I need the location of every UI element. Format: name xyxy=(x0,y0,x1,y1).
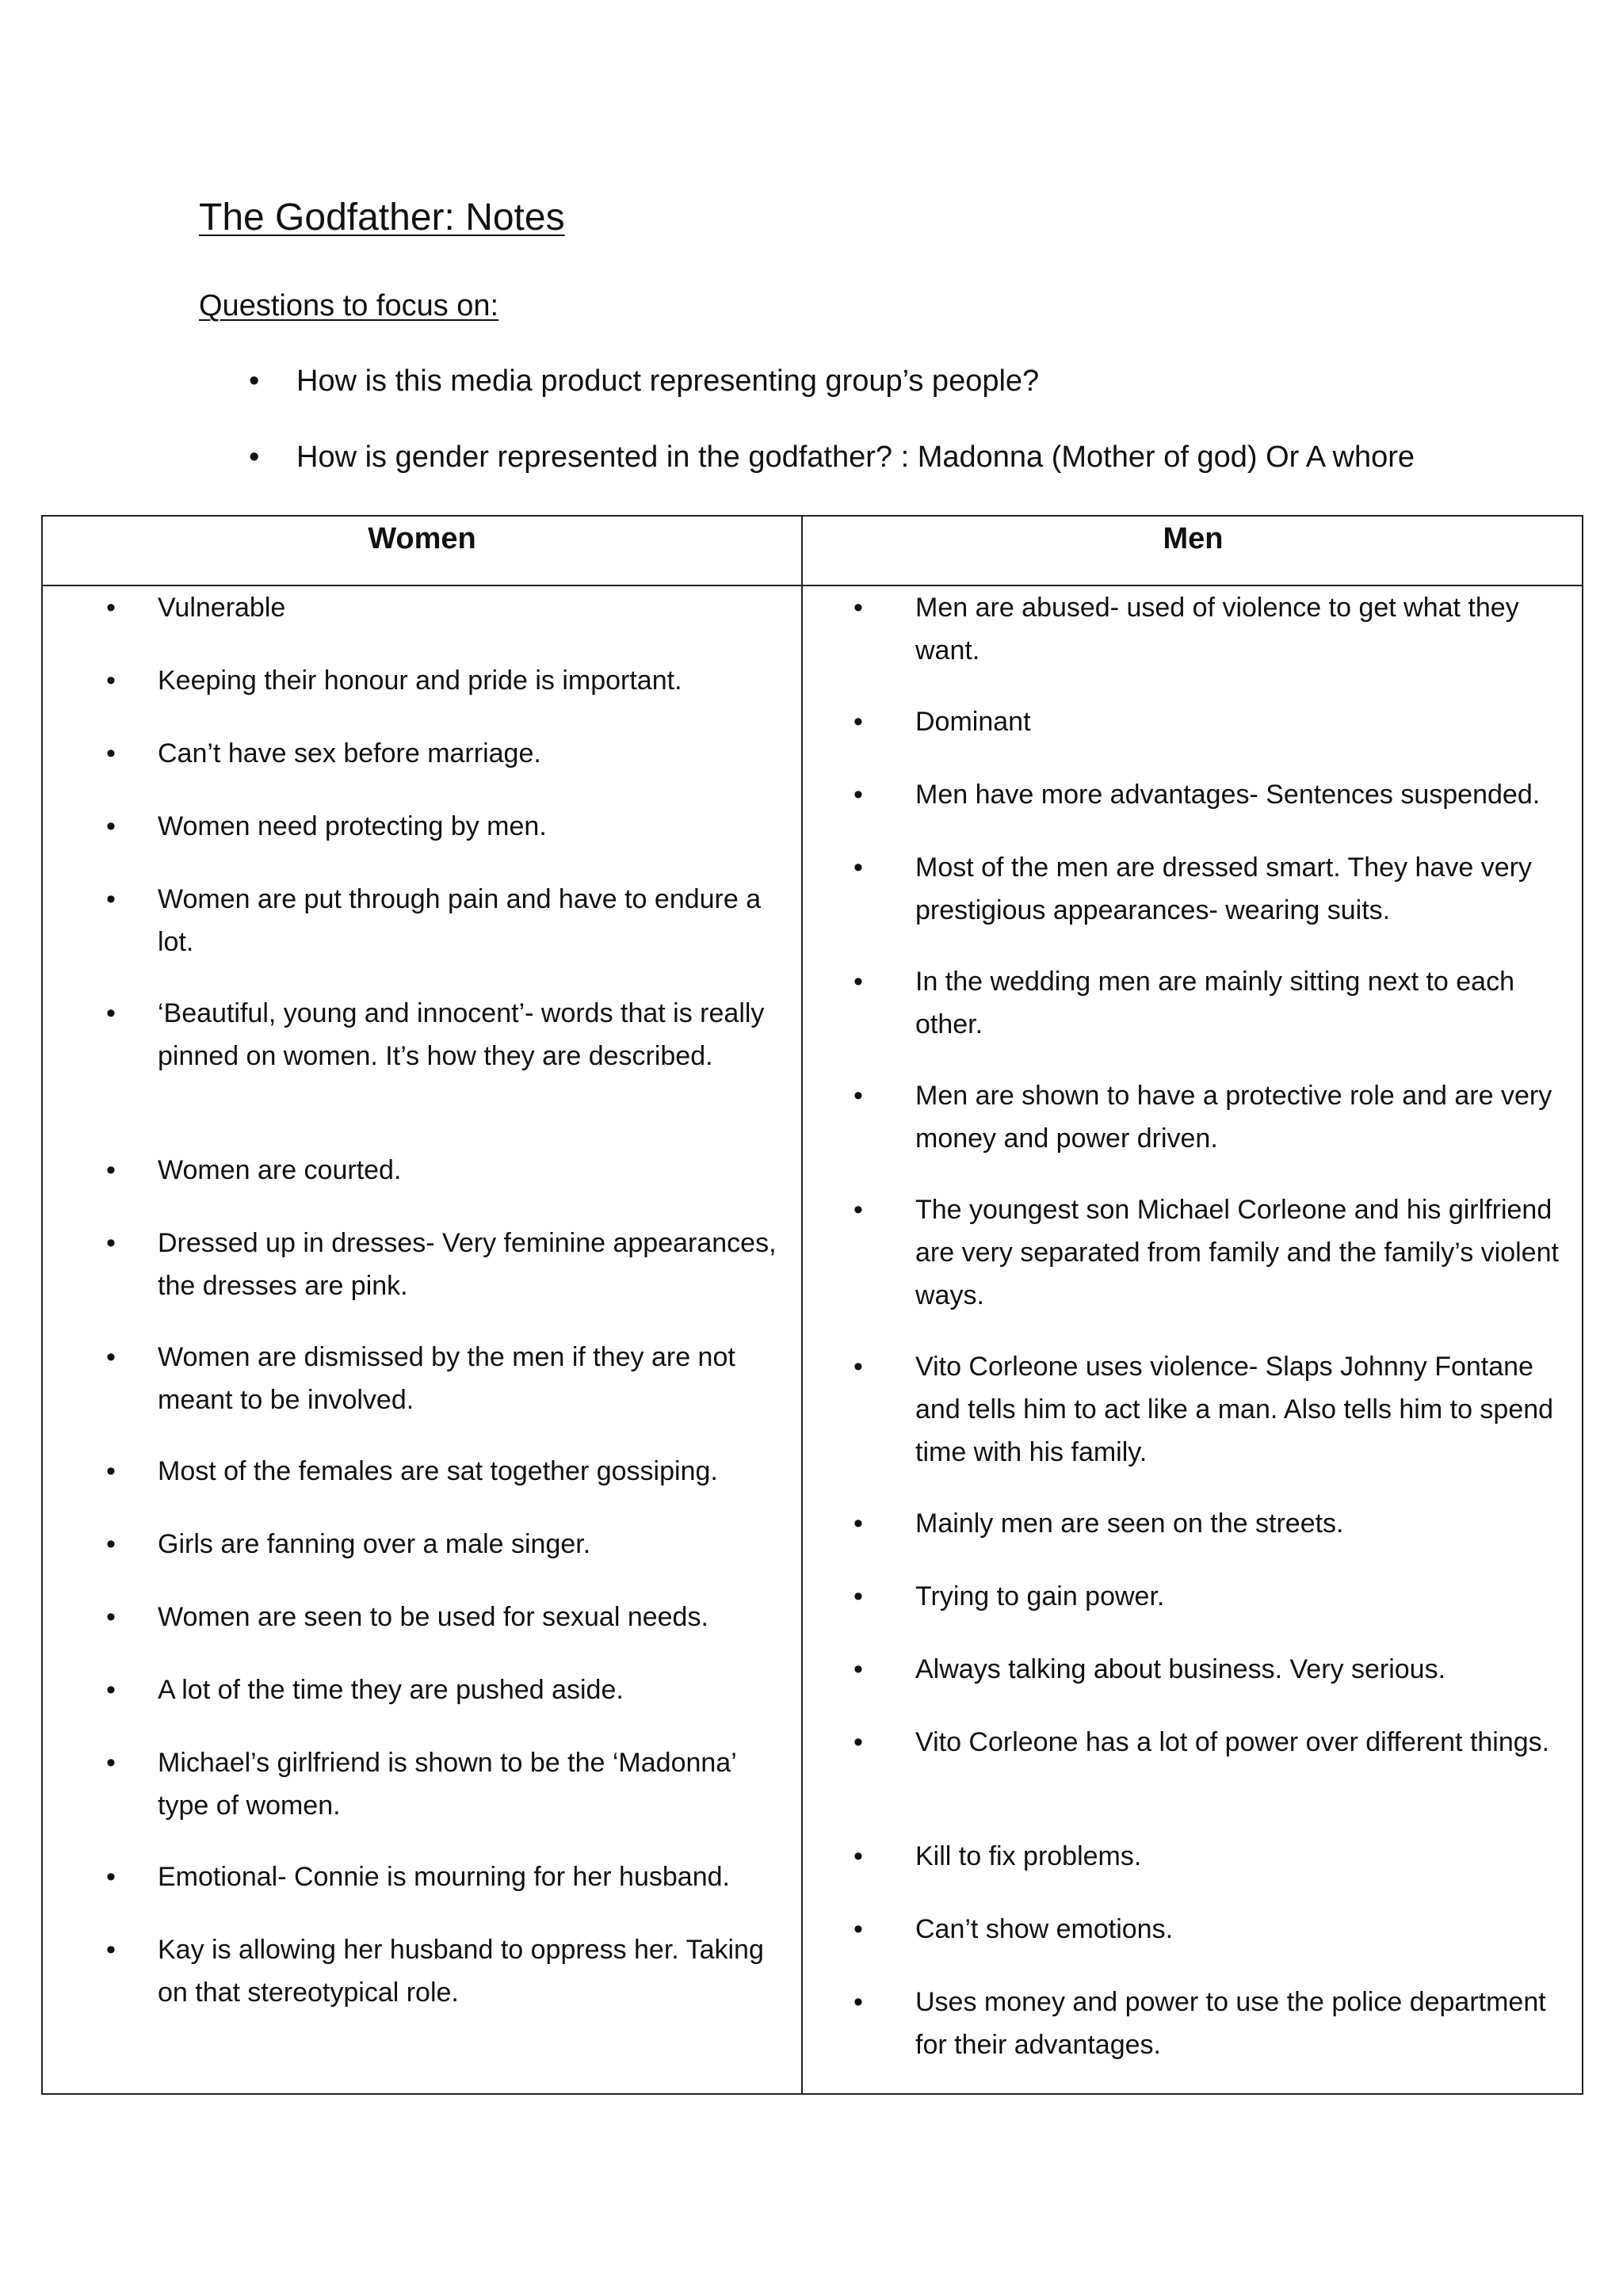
bullet-icon: • xyxy=(106,1675,116,1705)
bullet-icon: • xyxy=(854,1727,863,1757)
women-note-text: Vulnerable xyxy=(158,593,286,623)
bullet-icon: • xyxy=(106,1862,116,1892)
men-note-text: Vito Corleone uses violence- Slaps Johnny Fontane and tells him to act like a man. Also tells him to spend time with his family. xyxy=(915,1352,1554,1467)
men-column-header: Men xyxy=(1163,522,1224,555)
women-note-text: Girls are fanning over a male singer. xyxy=(158,1529,591,1559)
men-note-text: In the wedding men are mainly sitting next to each other. xyxy=(915,967,1514,1039)
women-note-text: Women are courted. xyxy=(158,1155,402,1185)
men-note-text: Most of the men are dressed smart. They have very prestigious appearances- wearing suits. xyxy=(915,852,1532,925)
bullet-icon: • xyxy=(106,738,116,769)
men-note-text: Trying to gain power. xyxy=(915,1581,1165,1611)
bullet-icon: • xyxy=(106,1602,116,1632)
bullet-icon: • xyxy=(854,593,863,623)
men-note-text: Men are shown to have a protective role and are very money and power driven. xyxy=(915,1081,1552,1154)
women-note-text: Women need protecting by men. xyxy=(158,811,547,841)
women-note-text: Kay is allowing her husband to oppress her. Taking on that stereotypical role. xyxy=(158,1935,764,2008)
questions-subheading: Questions to focus on: xyxy=(199,289,499,322)
bullet-icon: • xyxy=(106,1748,116,1778)
women-note-text: Most of the females are sat together gossiping. xyxy=(158,1456,718,1486)
women-note-text: Women are put through pain and have to endure a lot. xyxy=(158,884,762,957)
women-note-text: Women are seen to be used for sexual needs. xyxy=(158,1602,708,1632)
bullet-icon: • xyxy=(106,1529,116,1559)
women-note-text: ‘Beautiful, young and innocent’- words that is really pinned on women. It’s how they are described. xyxy=(158,998,765,1071)
bullet-icon: • xyxy=(854,707,863,737)
bullet-icon: • xyxy=(854,1987,863,2017)
men-note-text: Men are abused- used of violence to get what they want. xyxy=(915,593,1519,666)
men-note-text: Vito Corleone has a lot of power over different things. xyxy=(915,1727,1550,1757)
men-note-text: The youngest son Michael Corleone and his girlfriend are very separated from family and the family’s violent ways. xyxy=(915,1195,1559,1310)
women-note-text: Can’t have sex before marriage. xyxy=(158,738,541,769)
bullet-icon: • xyxy=(854,1841,863,1871)
bullet-icon: • xyxy=(106,1155,116,1185)
bullet-icon: • xyxy=(854,1195,863,1225)
women-note-text: Keeping their honour and pride is important. xyxy=(158,666,682,696)
bullet-icon: • xyxy=(106,1228,116,1258)
question-text: How is this media product representing group’s people? xyxy=(296,364,1040,398)
men-note-text: Mainly men are seen on the streets. xyxy=(915,1508,1344,1539)
women-note-text: Emotional- Connie is mourning for her husband. xyxy=(158,1862,730,1892)
women-note-text: A lot of the time they are pushed aside. xyxy=(158,1675,624,1705)
men-note-text: Men have more advantages- Sentences suspended. xyxy=(915,780,1541,810)
bullet-icon: • xyxy=(854,852,863,883)
bullet-icon: • xyxy=(854,1352,863,1382)
bullet-icon: • xyxy=(106,1935,116,1965)
bullet-icon: • xyxy=(106,811,116,841)
column-divider xyxy=(801,517,803,2093)
men-note-text: Can’t show emotions. xyxy=(915,1914,1174,1944)
bullet-icon: • xyxy=(854,1508,863,1539)
bullet-icon: • xyxy=(106,666,116,696)
bullet-icon: • xyxy=(854,1081,863,1111)
bullet-icon: • xyxy=(854,967,863,997)
bullet-icon: • xyxy=(249,364,260,398)
bullet-icon: • xyxy=(106,1342,116,1372)
bullet-icon: • xyxy=(106,1456,116,1486)
page-title: The Godfather: Notes xyxy=(199,196,565,238)
bullet-icon: • xyxy=(106,884,116,914)
men-note-text: Kill to fix problems. xyxy=(915,1841,1142,1871)
bullet-icon: • xyxy=(106,593,116,623)
men-note-text: Uses money and power to use the police department for their advantages. xyxy=(915,1987,1546,2060)
notes-table xyxy=(41,515,1583,2095)
women-note-text: Dressed up in dresses- Very feminine appearances, the dresses are pink. xyxy=(158,1228,777,1301)
women-column-header: Women xyxy=(368,522,476,555)
bullet-icon: • xyxy=(249,441,260,474)
women-note-text: Michael’s girlfriend is shown to be the ‘Madonna’ type of women. xyxy=(158,1748,736,1821)
bullet-icon: • xyxy=(854,1581,863,1611)
women-note-text: Women are dismissed by the men if they are not meant to be involved. xyxy=(158,1342,735,1415)
bullet-icon: • xyxy=(854,780,863,810)
bullet-icon: • xyxy=(106,998,116,1028)
question-text: How is gender represented in the godfather? : Madonna (Mother of god) Or A whore xyxy=(296,441,1415,474)
men-note-text: Always talking about business. Very serious. xyxy=(915,1654,1446,1684)
bullet-icon: • xyxy=(854,1654,863,1684)
men-note-text: Dominant xyxy=(915,707,1031,737)
bullet-icon: • xyxy=(854,1914,863,1944)
